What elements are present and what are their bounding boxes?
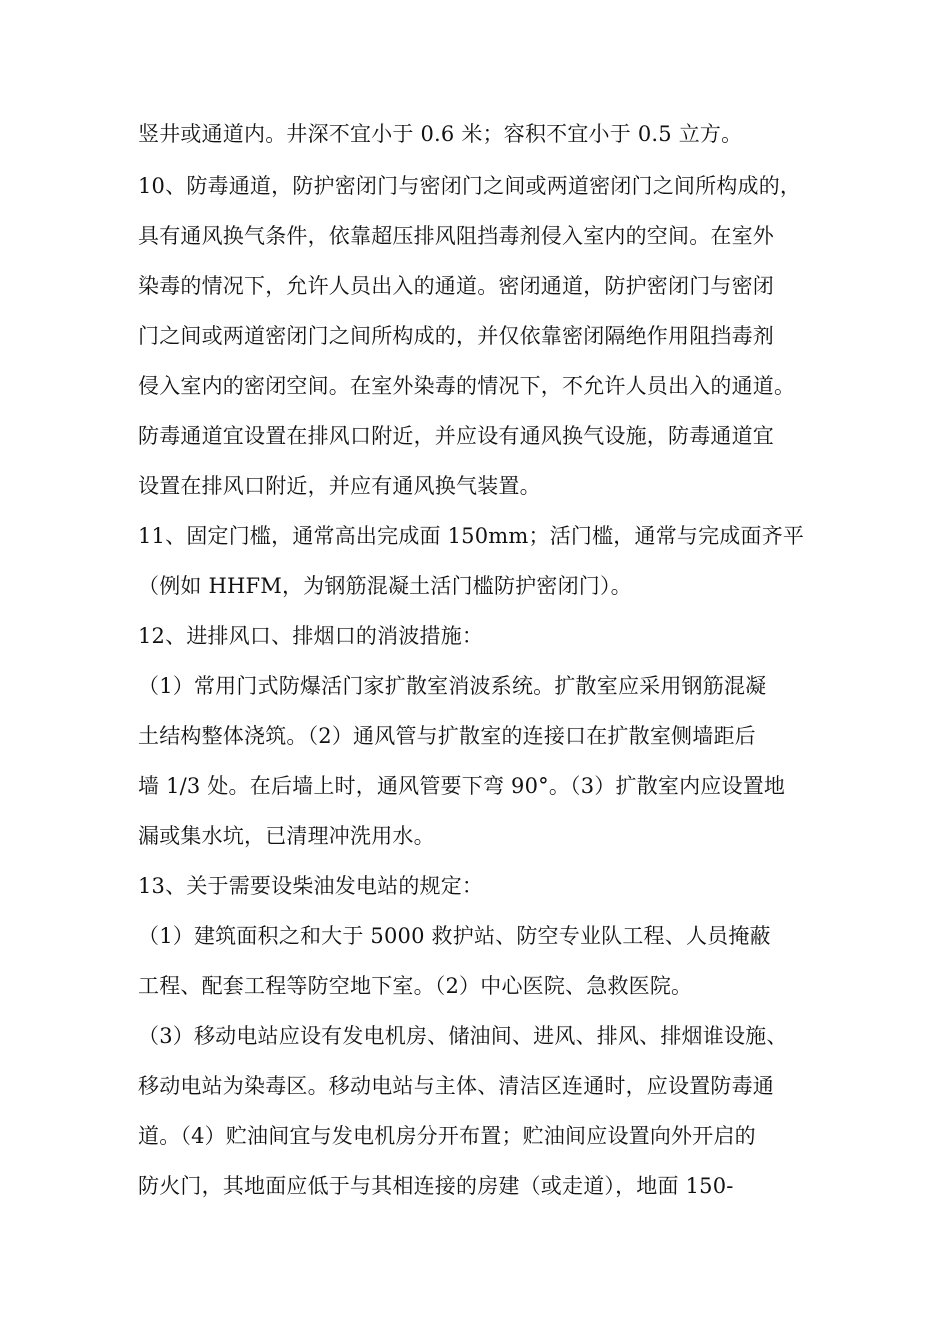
text-line: 道。（4）贮油间宜与发电机房分开布置；贮油间应设置向外开启的 [138,1124,756,1148]
text-line: 11、固定门槛，通常高出完成面 150mm；活门槛，通常与完成面齐平 [138,524,805,548]
text-line: 侵入室内的密闭空间。在室外染毒的情况下，不允许人员出入的通道。 [138,374,796,398]
text-line: 门之间或两道密闭门之间所构成的，并仅依靠密闭隔绝作用阻挡毒剂 [138,324,774,348]
text-line: （1）常用门式防爆活门家扩散室消波系统。扩散室应采用钢筋混凝 [138,674,767,698]
text-line: 移动电站为染毒区。移动电站与主体、清洁区连通时，应设置防毒通 [138,1074,774,1098]
text-line: 具有通风换气条件，依靠超压排风阻挡毒剂侵入室内的空间。在室外 [138,224,774,248]
text-line: 防火门，其地面应低于与其相连接的房建（或走道），地面 150- [138,1174,734,1198]
text-line: 漏或集水坑，已清理冲洗用水。 [138,824,435,848]
text-line: （例如 HHFM，为钢筋混凝土活门槛防护密闭门）。 [138,574,632,598]
text-line: 竖井或通道内。井深不宜小于 0.6 米；容积不宜小于 0.5 立方。 [138,122,743,146]
text-line: 墙 1/3 处。在后墙上时，通风管要下弯 90°。（3）扩散室内应设置地 [138,774,786,798]
text-line: 土结构整体浇筑。（2）通风管与扩散室的连接口在扩散室侧墙距后 [138,724,756,748]
text-line: （1）建筑面积之和大于 5000 救护站、防空专业队工程、人员掩蔽 [138,924,771,948]
text-line: （3）移动电站应设有发电机房、储油间、进风、排风、排烟谁设施、 [138,1024,788,1048]
text-line: 工程、配套工程等防空地下室。（2）中心医院、急救医院。 [138,974,693,998]
text-line: 防毒通道宜设置在排风口附近，并应设有通风换气设施，防毒通道宜 [138,424,774,448]
text-line: 12、进排风口、排烟口的消波措施： [138,624,484,648]
text-line: 10、防毒通道，防护密闭门与密闭门之间或两道密闭门之间所构成的， [138,174,802,198]
text-line: 染毒的情况下，允许人员出入的通道。密闭通道，防护密闭门与密闭 [138,274,774,298]
text-line: 13、关于需要设柴油发电站的规定： [138,874,484,898]
text-line: 设置在排风口附近，并应有通风换气装置。 [138,474,541,498]
